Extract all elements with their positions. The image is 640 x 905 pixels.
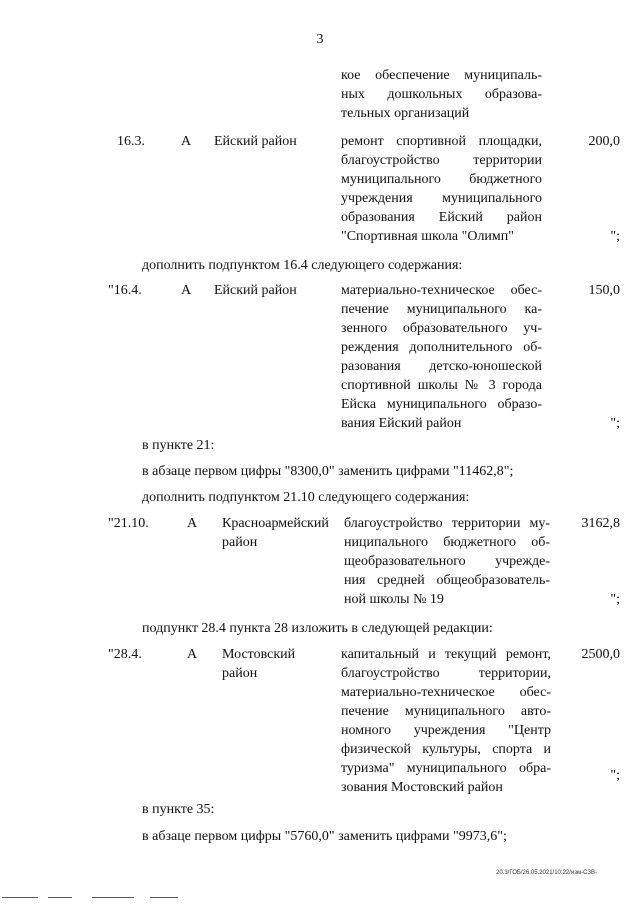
desc-line: зования Мостовский район: [341, 780, 503, 795]
instruction-paragraph: дополнить подпунктом 16.4 следующего содержания:: [142, 258, 463, 273]
desc-line: кое обеспечение муниципаль-: [341, 68, 542, 83]
desc-line: зенного образовательного уч-: [341, 321, 542, 336]
desc-line: ниципального бюджетного об-: [344, 535, 550, 550]
desc-line: благоустройство территории: [341, 153, 542, 168]
district-line: Ейский район: [214, 283, 297, 298]
page-number: 3: [316, 32, 324, 47]
desc-line: спортивной школы № 3 города: [341, 378, 542, 393]
district-line: Мостовский: [222, 647, 296, 662]
row-amount: 3162,8: [581, 516, 620, 531]
district-line: район: [222, 535, 258, 550]
instruction-paragraph: подпункт 28.4 пункта 28 изложить в следующей редакции:: [142, 621, 493, 636]
continued-description: [341, 66, 542, 123]
instruction-paragraph: в пункте 35:: [142, 802, 215, 817]
desc-line: благоустройство территории,: [341, 666, 551, 681]
desc-line: щеобразовательного учрежде-: [344, 554, 550, 569]
district-line: Красноармейский: [222, 516, 329, 531]
row-category: А: [187, 516, 198, 531]
row-category: А: [187, 647, 198, 662]
instruction-paragraph: в пункте 21:: [142, 438, 215, 453]
desc-line: материально-техническое обес-: [341, 283, 542, 298]
row-description: [344, 514, 550, 609]
row-amount: 200,0: [588, 134, 620, 149]
row-end-mark: ";: [610, 229, 620, 244]
desc-line: материально-техническое обес-: [341, 685, 551, 700]
desc-line: разования детско-юношеской: [341, 359, 542, 374]
row-district: [222, 514, 329, 552]
row-number: "16.4.: [108, 283, 142, 298]
instruction-paragraph: в абзаце первом цифры "5760,0" заменить цифрами "9973,6";: [142, 829, 507, 844]
row-end-mark: ";: [610, 768, 620, 783]
instruction-paragraph: дополнить подпунктом 21.10 следующего содержания:: [142, 490, 470, 505]
scan-edge-line: [150, 897, 178, 898]
row-district: [222, 645, 295, 683]
desc-line: ных дошкольных образова-: [341, 87, 542, 102]
district-line: Ейский район: [214, 134, 297, 149]
scan-edge-line: [2, 897, 38, 898]
desc-line: ремонт спортивной площадки,: [341, 134, 542, 149]
desc-line: капитальный и текущий ремонт,: [341, 647, 551, 662]
row-end-mark: ";: [610, 592, 620, 607]
row-end-mark: ";: [610, 416, 620, 431]
row-description: [341, 645, 551, 797]
district-line: район: [222, 666, 258, 681]
scan-edge-line: [92, 897, 134, 898]
row-description: [341, 281, 542, 433]
desc-line: реждения дополнительного об-: [341, 340, 542, 355]
desc-line: учреждения муниципального: [341, 191, 542, 206]
instruction-paragraph: в абзаце первом цифры "8300,0" заменить цифрами "11462,8";: [142, 464, 514, 479]
desc-line: образования Ейский район: [341, 210, 542, 225]
row-district: [214, 132, 297, 151]
desc-line: "Спортивная школа "Олимп": [341, 229, 514, 244]
desc-line: физической культуры, спорта и: [341, 742, 551, 757]
row-description: [341, 132, 542, 246]
row-category: А: [181, 134, 192, 149]
desc-line: Ейска муниципального образо-: [341, 397, 542, 412]
desc-line: печение муниципального авто-: [341, 704, 551, 719]
row-number: 16.3.: [117, 134, 145, 149]
row-number: "28.4.: [108, 647, 142, 662]
desc-line: муниципального бюджетного: [341, 172, 542, 187]
document-footer-code: 20.3/ГОБ/26.05.2021/10:22/изм-СЗВ-: [496, 870, 598, 876]
desc-line: ной школы № 19: [344, 592, 444, 607]
desc-line: печение муниципального ка-: [341, 302, 542, 317]
row-amount: 150,0: [588, 283, 620, 298]
desc-line: ния средней общеобразователь-: [344, 573, 550, 588]
row-category: А: [181, 283, 192, 298]
row-number: "21.10.: [108, 516, 149, 531]
scan-edge-line: [48, 897, 72, 898]
desc-line: благоустройство территории му-: [344, 516, 550, 531]
desc-line: тельных организаций: [341, 106, 470, 121]
desc-line: номного учреждения "Центр: [341, 723, 551, 738]
row-district: [214, 281, 297, 300]
desc-line: вания Ейский район: [341, 416, 462, 431]
row-amount: 2500,0: [581, 647, 620, 662]
desc-line: туризма" муниципального обра-: [341, 761, 551, 776]
